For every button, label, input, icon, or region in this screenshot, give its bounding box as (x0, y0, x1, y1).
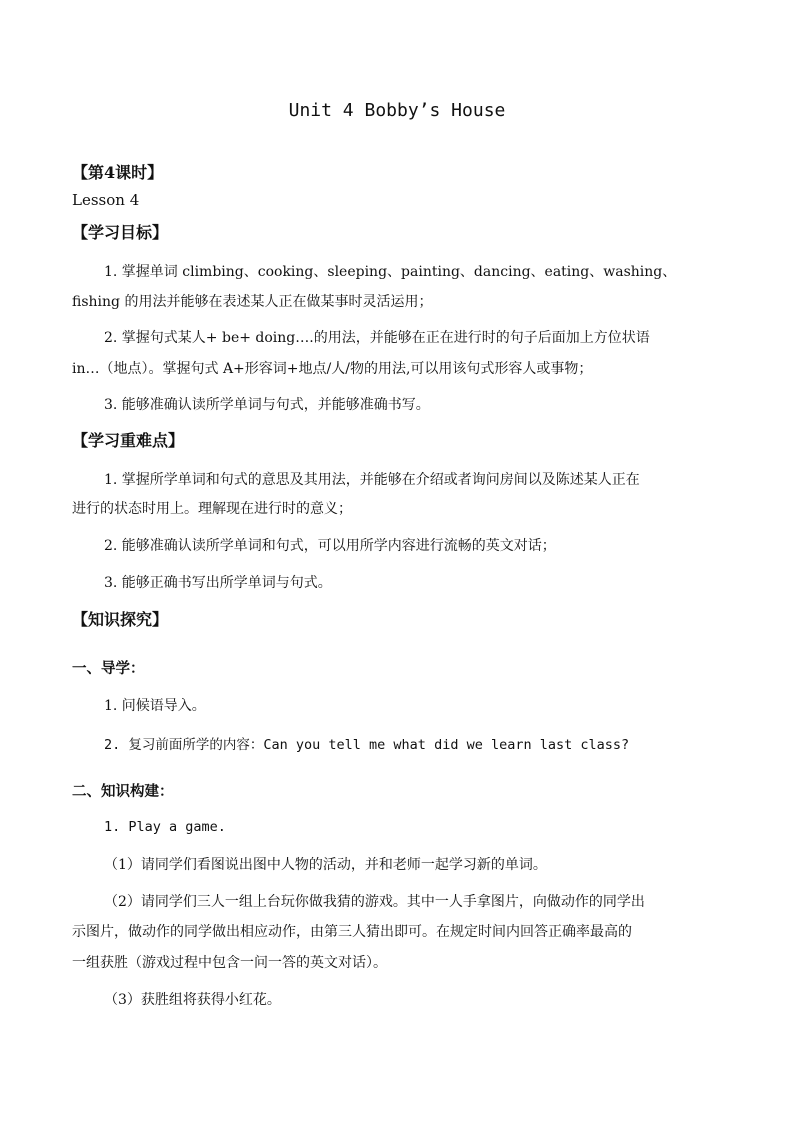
build-sub-1: （1）请同学们看图说出图中人物的活动，并和老师一起学习新的单词。 (104, 857, 547, 873)
objective-item-2-line-1: 2. 掌握句式某人+ be+ doing….的用法，并能够在正在进行时的句子后面加上方位状语 (104, 330, 650, 346)
document-title: Unit 4 Bobby’s House (288, 100, 506, 121)
build-item-1: 1. Play a game. (104, 819, 226, 835)
build-sub-2-line-1: （2）请同学们三人一组上台玩你做我猜的游戏。其中一人手拿图片，向做动作的同学出 (104, 894, 645, 910)
build-sub-2-line-2: 示图片，做动作的同学做出相应动作，由第三人猜出即可。在规定时间内回答正确率最高的 (72, 924, 632, 940)
objective-item-3: 3. 能够准确认读所学单词与句式，并能够准确书写。 (104, 397, 430, 413)
lesson-name: Lesson 4 (72, 191, 140, 209)
key-point-item-1-line-2: 进行的状态时用上。理解现在进行时的意义； (72, 501, 352, 517)
key-point-item-1-line-1: 1. 掌握所学单词和句式的意思及其用法，并能够在介绍或者询问房间以及陈述某人正在 (104, 472, 640, 488)
build-sub-2-line-3: 一组获胜（游戏过程中包含一问一答的英文对话）。 (72, 955, 387, 971)
key-point-item-3: 3. 能够正确书写出所学单词与句式。 (104, 575, 332, 591)
lesson-tag: 【第4课时】 (72, 163, 164, 182)
guide-heading: 一、导学： (72, 660, 145, 677)
build-heading: 二、知识构建： (72, 783, 174, 800)
objective-item-1-line-2: fishing 的用法并能够在表述某人正在做某事时灵活运用； (72, 294, 433, 310)
key-point-item-2: 2. 能够准确认读所学单词和句式，可以用所学内容进行流畅的英文对话； (104, 538, 556, 554)
key-points-heading: 【学习重难点】 (72, 431, 185, 450)
guide-item-2: 2. 复习前面所学的内容：Can you tell me what did we learn last class? (104, 737, 630, 753)
guide-item-1: 1. 问候语导入。 (104, 698, 206, 714)
objectives-heading: 【学习目标】 (72, 223, 169, 242)
build-sub-3: （3）获胜组将获得小红花。 (104, 992, 281, 1008)
explore-heading: 【知识探究】 (72, 610, 169, 629)
objective-item-1-line-1: 1. 掌握单词 climbing、cooking、sleeping、painting、dancing、eating、washing、 (104, 264, 677, 280)
objective-item-2-line-2: in…（地点）。掌握句式 A+形容词+地点/人/物的用法,可以用该句式形容人或事物； (72, 361, 593, 377)
